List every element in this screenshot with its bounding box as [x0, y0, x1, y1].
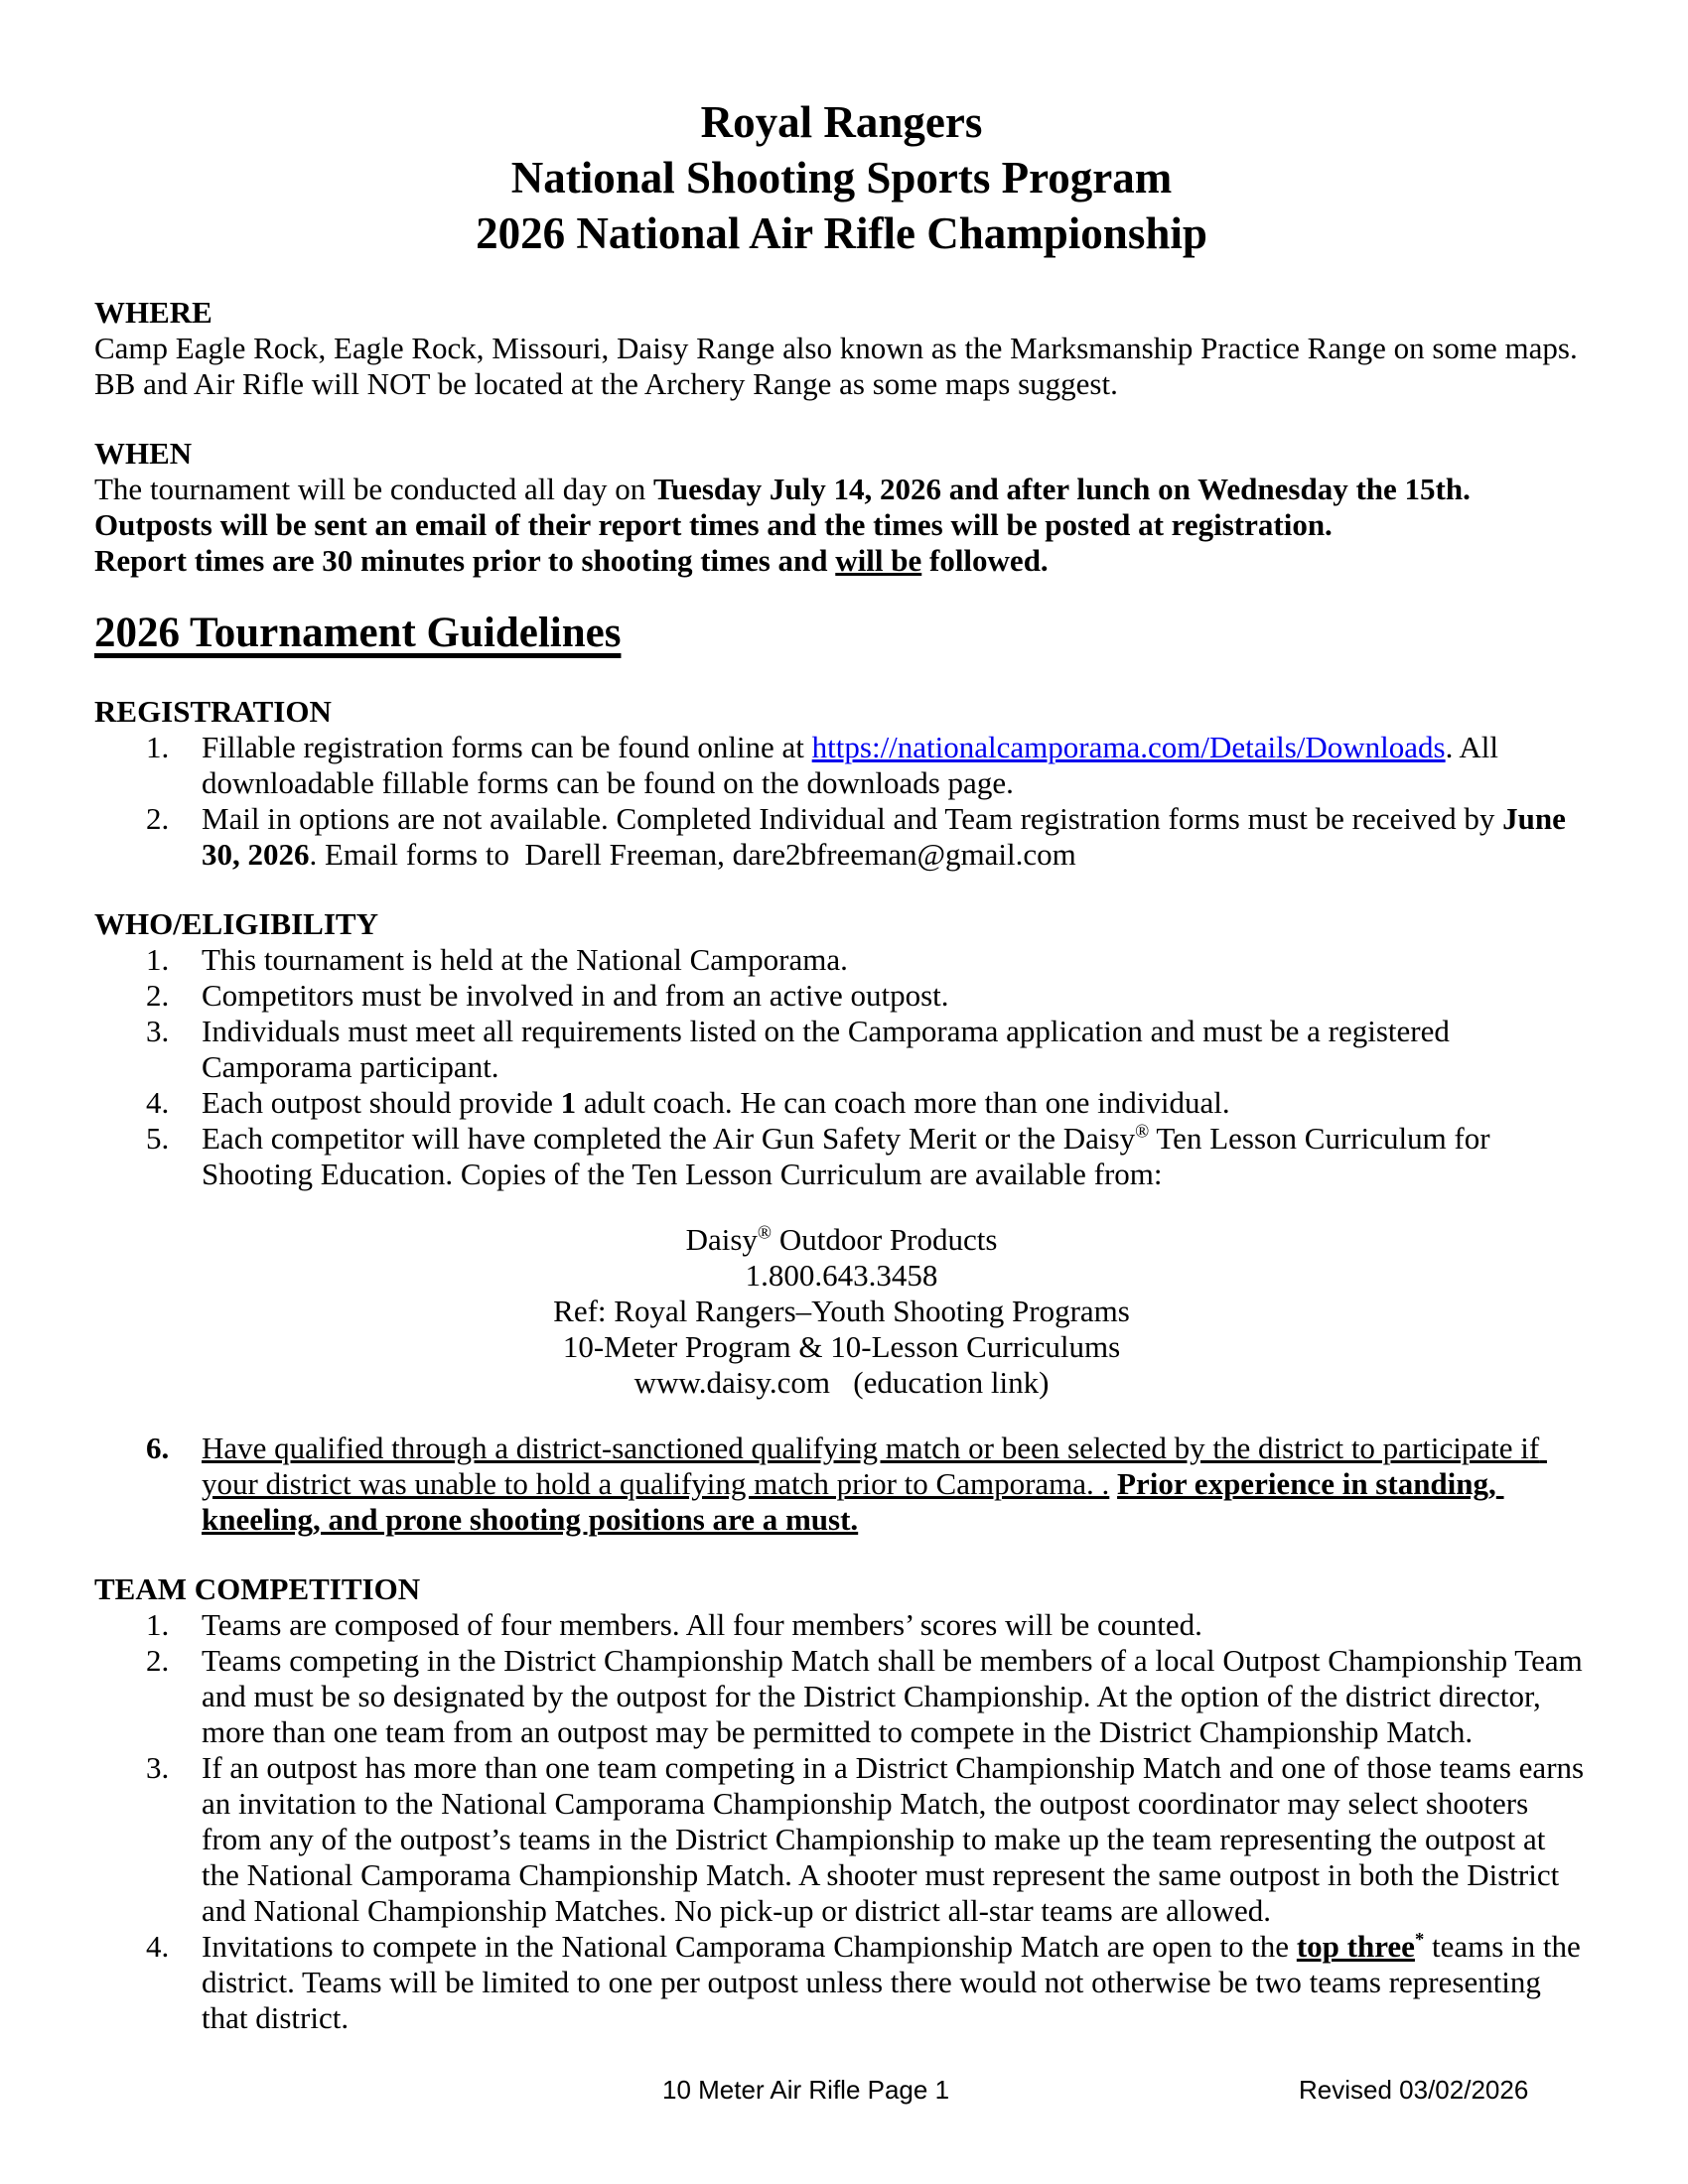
list-item-number: 1.	[146, 730, 170, 764]
text-segment: ®	[1135, 1121, 1150, 1143]
text-segment: Invitations to compete in the National Camporama Championship Match are open to the	[202, 1929, 1297, 1964]
list-item	[94, 1929, 1589, 2036]
list-item-text	[202, 978, 1589, 1014]
list-item	[94, 1607, 1589, 1643]
list-item	[94, 1431, 1589, 1538]
title-line-3: 2026 National Air Rifle Championship	[476, 208, 1207, 258]
text-segment: www.daisy.com (education link)	[633, 1365, 1050, 1400]
section-heading: REGISTRATION	[94, 694, 332, 729]
paragraph	[94, 331, 1589, 402]
list-item-number: 5.	[146, 1121, 170, 1156]
text-segment: Tuesday July 14, 2026 and after lunch on Wednesday the 15th. Outposts will be sent an email of their report times and the times will be posted at registration.	[94, 472, 1478, 542]
text-segment: Have qualified through a district-sanctioned qualifying match or been selected by the district to participate if your district was unable to hold a qualifying match prior to Camporama. .	[202, 1431, 1547, 1501]
list-item-number: 2.	[146, 801, 170, 836]
list-item-number: 1.	[146, 1607, 170, 1642]
list-item	[94, 978, 1589, 1014]
numbered-list	[94, 1431, 1589, 1538]
text-segment: Camp Eagle Rock, Eagle Rock, Missouri, Daisy Range also known as the Marksmanship Practice Range on some maps. BB and Air Rifle will NOT be located at the Archery Range as some maps suggest.	[94, 331, 1586, 401]
text-segment: Report times are 30 minutes prior to shooting times and	[94, 543, 836, 578]
text-segment: teams in the district. Teams will be limited to one per outpost unless there would not otherwise be two teams representing that district.	[202, 1929, 1589, 2035]
document-blocks	[94, 295, 1592, 2036]
text-segment: June 30, 2026	[202, 801, 1574, 872]
text-segment: Daisy	[685, 1222, 758, 1257]
list-item	[94, 1121, 1589, 1192]
list-item-text	[202, 1607, 1589, 1643]
contact-line	[94, 1222, 1589, 1258]
paragraph	[94, 543, 1589, 579]
text-segment: Teams competing in the District Championship Match shall be members of a local Outpost Championship Team and must be so designated by the outpost for the District Championship. At the option of the district director, more than one team from an outpost may be permitted to compete in the District Championship Match.	[202, 1643, 1591, 1749]
list-item-number: 1.	[146, 942, 170, 977]
contact-line	[94, 1258, 1589, 1294]
list-item-number: 2.	[146, 1643, 170, 1678]
text-segment: Ten Lesson Curriculum for Shooting Education. Copies of the Ten Lesson Curriculum are available from:	[202, 1121, 1498, 1191]
list-item	[94, 801, 1589, 873]
text-segment: 1	[560, 1085, 577, 1120]
list-item-number: 4.	[146, 1085, 170, 1120]
list-item-number: 2.	[146, 978, 170, 1013]
section-heading: TEAM COMPETITION	[94, 1571, 421, 1606]
guidelines-heading: 2026 Tournament Guidelines	[94, 610, 622, 656]
text-segment: ®	[757, 1222, 773, 1244]
contact-line	[94, 1294, 1589, 1329]
text-segment: This tournament is held at the National Camporama.	[202, 942, 848, 977]
list-item-number: 4.	[146, 1929, 170, 1964]
text-segment: Each outpost should provide	[202, 1085, 561, 1120]
list-item-text	[202, 801, 1589, 873]
list-item-text	[202, 1121, 1589, 1192]
title-line-2: National Shooting Sports Program	[510, 153, 1173, 203]
paragraph	[94, 472, 1589, 543]
list-item	[94, 1014, 1589, 1085]
text-segment: Prior experience in standing, kneeling, and prone shooting positions are a must.	[202, 1466, 1504, 1537]
text-segment: Mail in options are not available. Completed Individual and Team registration forms must be received by	[202, 801, 1503, 836]
text-segment	[1109, 1466, 1117, 1501]
list-item-text	[202, 1014, 1589, 1085]
list-item-text	[202, 730, 1589, 801]
footer-page-label: 10 Meter Air Rifle Page 1	[662, 2075, 950, 2105]
list-item	[94, 1643, 1589, 1750]
section-heading: WHEN	[94, 436, 193, 471]
title-line-1: Royal Rangers	[700, 97, 983, 147]
list-item-text	[202, 1750, 1592, 1929]
text-segment: Fillable registration forms can be found online at	[202, 730, 812, 764]
list-item-text	[202, 1929, 1589, 2036]
contact-block	[94, 1222, 1589, 1401]
numbered-list	[94, 1607, 1592, 2036]
text-segment: The tournament will be conducted all day on	[94, 472, 653, 506]
contact-line	[94, 1365, 1589, 1401]
text-segment: Individuals must meet all requirements listed on the Camporama application and must be a registered Camporama participant.	[202, 1014, 1458, 1084]
numbered-list	[94, 730, 1589, 873]
text-segment: Teams are composed of four members. All four members’ scores will be counted.	[202, 1607, 1202, 1642]
list-item	[94, 1750, 1592, 1929]
hyperlink[interactable]: https://nationalcamporama.com/Details/Downloads	[811, 730, 1446, 764]
list-item-number: 3.	[146, 1750, 170, 1785]
contact-line	[94, 1329, 1589, 1365]
footer-revision-label: Revised 03/02/2026	[1299, 2075, 1529, 2105]
list-item	[94, 730, 1589, 801]
text-segment: . All downloadable fillable forms can be found on the downloads page.	[202, 730, 1506, 800]
text-segment: Outdoor Products	[772, 1222, 998, 1257]
text-segment: Competitors must be involved in and from an active outpost.	[202, 978, 949, 1013]
list-item	[94, 942, 1589, 978]
text-segment: adult coach. He can coach more than one individual.	[576, 1085, 1230, 1120]
list-item-number: 6.	[146, 1431, 170, 1465]
list-item-text	[202, 1085, 1589, 1121]
text-segment: Each competitor will have completed the Air Gun Safety Merit or the Daisy	[202, 1121, 1136, 1156]
section-heading: WHO/ELIGIBILITY	[94, 906, 378, 941]
list-item-text	[202, 1643, 1589, 1750]
text-segment: top three	[1296, 1929, 1415, 1964]
list-item	[94, 1085, 1589, 1121]
text-segment: will be	[835, 543, 922, 578]
text-segment: 1.800.643.3458	[745, 1258, 938, 1293]
text-segment: Ref: Royal Rangers–Youth Shooting Programs	[553, 1294, 1130, 1328]
text-segment: . Email forms to Darell Freeman, dare2bfreeman@gmail.com	[309, 837, 1076, 872]
numbered-list	[94, 942, 1589, 1192]
text-segment: If an outpost has more than one team competing in a District Championship Match and one of those teams earns an invitation to the National Camporama Championship Match, the outpost coordinator may select shooters from any of the outpost’s teams in the District Championship to make up the team representing the outpost at the National Camporama Championship Match. A shooter must represent the same outpost in both the District and National Championship Matches. No pick-up or district all-star teams are allowed.	[202, 1750, 1592, 1928]
text-segment: followed.	[921, 543, 1049, 578]
list-item-text	[202, 942, 1589, 978]
list-item-text	[202, 1431, 1589, 1538]
list-item-number: 3.	[146, 1014, 170, 1048]
document-title	[94, 94, 1589, 261]
text-segment: 10-Meter Program & 10-Lesson Curriculums	[562, 1329, 1121, 1364]
text-segment: *	[1414, 1929, 1425, 1951]
section-heading: WHERE	[94, 295, 212, 330]
